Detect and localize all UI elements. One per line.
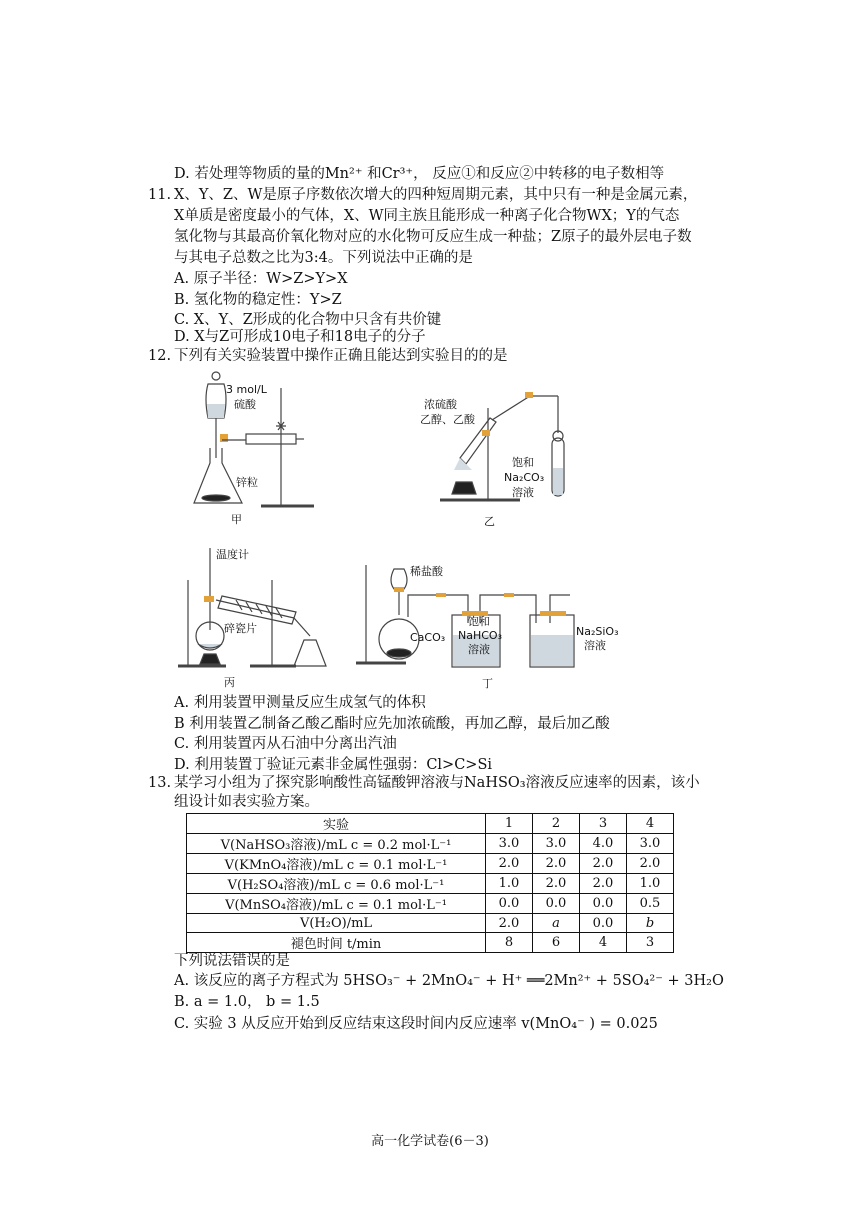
table-cell: 2.0 — [486, 854, 533, 874]
q11-stem-line: 氢化物与其最高价氧化物对应的水化物可反应生成一种盐；Z原子的最外层电子数 — [174, 229, 692, 245]
table-cell: 2.0 — [580, 874, 627, 894]
table-cell: 1.0 — [627, 874, 674, 894]
q10-option-d: D. 若处理等物质的量的Mn²⁺ 和Cr³⁺， 反应①和反应②中转移的电子数相等 — [174, 166, 665, 182]
q11-option-a: A. 原子半径：W>Z>Y>X — [174, 271, 348, 287]
jia-acid-conc: 3 mol/L — [226, 383, 267, 396]
table-cell: V(KMnO₄溶液)/mL c = 0.1 mol·L⁻¹ — [187, 854, 486, 874]
ding-solution-label: 溶液 — [468, 643, 490, 656]
table-cell: 1 — [486, 814, 533, 834]
table-cell: 褪色时间 t/min — [187, 933, 486, 953]
table-cell: 8 — [486, 933, 533, 953]
table-cell: 3.0 — [533, 834, 580, 854]
yi-caption: 乙 — [484, 515, 495, 528]
jia-caption: 甲 — [231, 513, 242, 526]
q12-option-d: D. 利用装置丁验证元素非金属性强弱：Cl>C>Si — [174, 757, 493, 773]
ding-caption: 丁 — [482, 677, 493, 690]
table-cell: V(H₂O)/mL — [187, 914, 486, 933]
table-cell: 2 — [533, 814, 580, 834]
table-cell: 4 — [627, 814, 674, 834]
table-cell: 3.0 — [486, 834, 533, 854]
yi-sat-label: 饱和 — [512, 456, 534, 469]
table-row — [187, 854, 674, 874]
q12-number: 12. — [148, 348, 172, 364]
bing-caption: 丙 — [224, 676, 235, 688]
q12-option-b: B 利用装置乙制备乙酸乙酯时应先加浓硫酸，再加乙醇，最后加乙酸 — [174, 716, 610, 732]
table-cell: 0.5 — [627, 894, 674, 914]
table-cell: b — [627, 914, 674, 933]
jia-zinc-label: 锌粒 — [236, 476, 258, 489]
table-cell: 2.0 — [627, 854, 674, 874]
bing-chips-label: 碎瓷片 — [224, 622, 257, 635]
ding-nahco3-label: NaHCO₃ — [458, 629, 502, 642]
q13-option-c: C. 实验 3 从反应开始到反应结束这段时间内反应速率 v(MnO₄⁻ ) = 0.025 — [174, 1016, 658, 1032]
table-cell: 2.0 — [533, 854, 580, 874]
table-cell: 3 — [580, 814, 627, 834]
q12-option-c: C. 利用装置丙从石油中分离出汽油 — [174, 736, 397, 752]
q12-option-a: A. 利用装置甲测量反应生成氢气的体积 — [174, 695, 426, 711]
table-cell: 2.0 — [533, 874, 580, 894]
q12-stem: 下列有关实验装置中操作正确且能达到实验目的的是 — [174, 348, 508, 364]
ding-hcl-label: 稀盐酸 — [410, 565, 443, 578]
table-row — [187, 933, 674, 953]
table-cell: 0.0 — [580, 914, 627, 933]
yi-reagent-line1: 浓硫酸 — [424, 398, 457, 411]
apparatus-jia-figure — [186, 368, 318, 528]
q11-option-b: B. 氢化物的稳定性：Y>Z — [174, 292, 342, 308]
table-cell: 2.0 — [486, 914, 533, 933]
table-row — [187, 834, 674, 854]
table-cell: a — [533, 914, 580, 933]
table-row — [187, 894, 674, 914]
ding-sat-label: 饱和 — [468, 615, 490, 628]
table-cell: V(H₂SO₄溶液)/mL c = 0.6 mol·L⁻¹ — [187, 874, 486, 894]
apparatus-ding-figure — [356, 555, 632, 690]
apparatus-yi-figure — [420, 378, 590, 528]
q11-stem-line: X单质是密度最小的气体，X、W同主族且能形成一种离子化合物WX；Y的气态 — [174, 208, 680, 224]
page-footer: 高一化学试卷(6－3) — [371, 1134, 489, 1149]
table-cell: V(MnSO₄溶液)/mL c = 0.1 mol·L⁻¹ — [187, 894, 486, 914]
table-cell: 实验 — [187, 814, 486, 834]
q11-stem-line: X、Y、Z、W是原子序数依次增大的四种短周期元素，其中只有一种是金属元素， — [174, 187, 698, 203]
q11-option-c: C. X、Y、Z形成的化合物中只含有共价键 — [174, 312, 442, 328]
table-cell: 0.0 — [533, 894, 580, 914]
table-row — [187, 914, 674, 933]
apparatus-bing-figure — [176, 540, 336, 688]
table-cell: 4 — [580, 933, 627, 953]
bing-thermometer-label: 温度计 — [216, 548, 249, 561]
table-cell: 0.0 — [486, 894, 533, 914]
experiment-table — [186, 813, 674, 953]
q13-stem-line: 某学习小组为了探究影响酸性高锰酸钾溶液与NaHSO₃溶液反应速率的因素，该小 — [174, 775, 700, 791]
q13-number: 13. — [148, 775, 172, 791]
table-cell: 6 — [533, 933, 580, 953]
q11-stem-line: 与其电子总数之比为3:4。下列说法中正确的是 — [174, 250, 473, 266]
yi-na2co3-label: Na₂CO₃ — [504, 471, 545, 484]
q13-option-b: B. a = 1.0， b = 1.5 — [174, 994, 320, 1010]
table-cell: 2.0 — [580, 854, 627, 874]
q13-option-a: A. 该反应的离子方程式为 5HSO₃⁻ + 2MnO₄⁻ + H⁺ ══2Mn²⁺ + 5SO₄²⁻ + 3H₂O — [174, 973, 724, 989]
yi-reagent-line2: 乙醇、乙酸 — [420, 413, 475, 426]
table-cell: 1.0 — [486, 874, 533, 894]
table-cell: 3.0 — [627, 834, 674, 854]
q13-after-table: 下列说法错误的是 — [174, 953, 290, 969]
q11-option-d: D. X与Z可形成10电子和18电子的分子 — [174, 329, 426, 345]
table-cell: 4.0 — [580, 834, 627, 854]
table-cell: 3 — [627, 933, 674, 953]
table-header-row — [187, 814, 674, 834]
q13-stem-line: 组设计如表实验方案。 — [174, 794, 319, 810]
ding-solution2-label: 溶液 — [584, 639, 606, 652]
ding-na2sio3-label: Na₂SiO₃ — [576, 625, 619, 638]
ding-caco3-label: CaCO₃ — [410, 631, 446, 644]
table-cell: 0.0 — [580, 894, 627, 914]
q11-number: 11. — [148, 187, 172, 203]
yi-solution-label: 溶液 — [512, 486, 534, 499]
table-row — [187, 874, 674, 894]
jia-acid-name: 硫酸 — [234, 398, 256, 411]
table-cell: V(NaHSO₃溶液)/mL c = 0.2 mol·L⁻¹ — [187, 834, 486, 854]
